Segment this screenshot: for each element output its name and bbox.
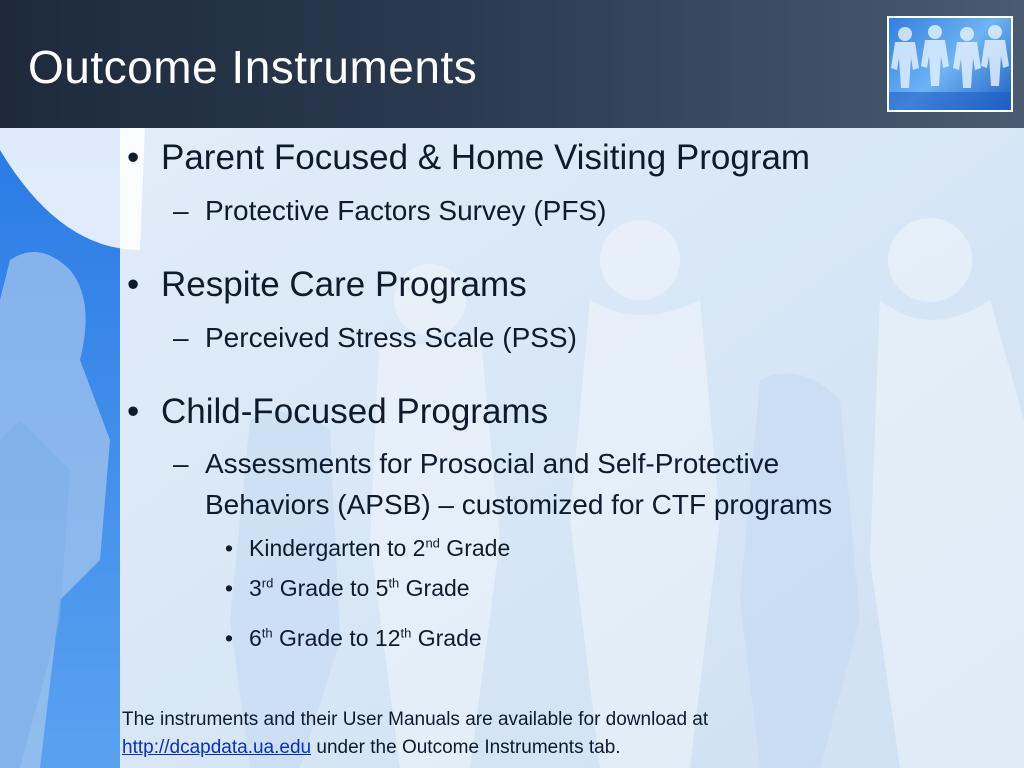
bullet-label: Respite Care Programs — [161, 265, 527, 304]
grade-item — [225, 535, 511, 563]
bullet-item — [127, 265, 527, 305]
bullet-marker: • — [225, 625, 234, 651]
dash-marker: – — [173, 322, 189, 353]
sub-bullet-label: Perceived Stress Scale (PSS) — [205, 322, 577, 353]
sub-bullet-label-continued: Behaviors (APSB) – customized for CTF programs — [205, 488, 833, 520]
bullet-label: Parent Focused & Home Visiting Program — [161, 138, 811, 177]
bullet-marker: • — [127, 392, 140, 431]
grade-item — [225, 575, 470, 603]
footer-line-2: under the Outcome Instruments tab. — [311, 736, 621, 758]
sub-bullet-item — [173, 318, 577, 359]
bullet-item — [127, 138, 811, 178]
grade-superscript: rd — [261, 575, 274, 591]
dash-marker: – — [173, 195, 189, 226]
grade-item — [225, 625, 482, 653]
grade-superscript: th — [400, 625, 412, 641]
grade-superscript: nd — [425, 535, 440, 551]
grade-text: Grade — [411, 625, 482, 651]
grade-superscript: th — [261, 625, 273, 641]
bullet-marker: • — [127, 265, 140, 304]
bullet-item — [127, 392, 549, 432]
dcapdata-link[interactable]: http://dcapdata.ua.edu — [122, 736, 312, 758]
grade-text: Grade to 12 — [272, 625, 401, 651]
sub-bullet-item — [173, 191, 607, 232]
grade-text: Grade — [439, 535, 511, 561]
grade-text: Grade to 5 — [273, 575, 389, 601]
sub-bullet-label: Protective Factors Survey (PFS) — [205, 195, 607, 226]
title-bar — [0, 0, 1024, 128]
sub-bullet-label: Assessments for Prosocial and Self-Protective — [205, 448, 780, 479]
grade-superscript: th — [388, 575, 400, 591]
paper-people-chain-icon — [887, 16, 1013, 112]
bullet-marker: • — [225, 575, 234, 601]
bullet-label: Child-Focused Programs — [161, 392, 549, 431]
dash-marker: – — [173, 448, 189, 479]
bullet-marker: • — [127, 138, 140, 177]
sub-bullet-item — [173, 444, 833, 525]
footer-note — [122, 706, 942, 761]
slide-title: Outcome Instruments — [28, 41, 478, 93]
slide-content — [0, 128, 1024, 768]
grade-text: Grade — [399, 575, 470, 601]
grade-text: 6 — [249, 625, 262, 651]
grade-text: 3 — [249, 575, 262, 601]
grade-text: Kindergarten to 2 — [249, 535, 426, 561]
footer-line-1: The instruments and their User Manuals are available for download at — [122, 709, 709, 730]
bullet-marker: • — [225, 535, 234, 561]
